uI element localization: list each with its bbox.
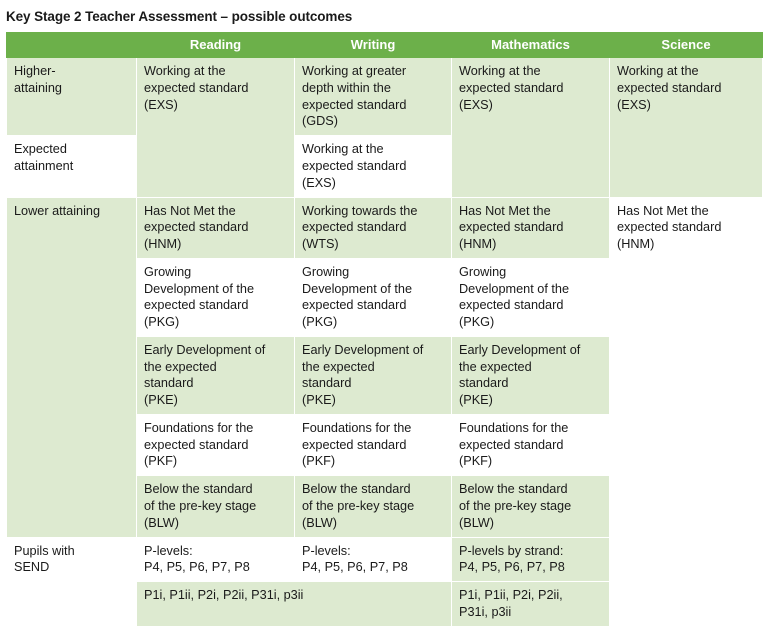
cell-lower-reading-pke: Early Development of the expected standard (PKE) bbox=[137, 336, 295, 414]
cell-lower-writing-blw: Below the standard of the pre-key stage (BLW) bbox=[295, 476, 452, 537]
cell-lower-reading-blw: Below the standard of the pre-key stage (BLW) bbox=[137, 476, 295, 537]
cell-lower-mathematics-blw: Below the standard of the pre-key stage (BLW) bbox=[452, 476, 610, 537]
cell-send-mathematics-plevels: P-levels by strand: P4, P5, P6, P7, P8 bbox=[452, 537, 610, 582]
header-reading: Reading bbox=[137, 33, 295, 58]
band-label-expected-attainment: Expected attainment bbox=[7, 136, 137, 197]
table-row bbox=[7, 58, 763, 136]
cell-send-reading-plevels: P-levels: P4, P5, P6, P7, P8 bbox=[137, 537, 295, 582]
cell-lower-writing-pke: Early Development of the expected standard (PKE) bbox=[295, 336, 452, 414]
band-label-pupils-with-send: Pupils with SEND bbox=[7, 537, 137, 626]
header-mathematics: Mathematics bbox=[452, 33, 610, 58]
cell-send-writing-plevels: P-levels: P4, P5, P6, P7, P8 bbox=[295, 537, 452, 582]
page-title: Key Stage 2 Teacher Assessment – possible outcomes bbox=[6, 9, 353, 24]
table-row bbox=[7, 537, 763, 582]
header-science: Science bbox=[610, 33, 763, 58]
cell-lower-science-hnm: Has Not Met the expected standard (HNM) bbox=[610, 197, 763, 537]
cell-lower-reading-pkf: Foundations for the expected standard (PKF) bbox=[137, 414, 295, 475]
cell-lower-reading-hnm: Has Not Met the expected standard (HNM) bbox=[137, 197, 295, 258]
cell-lower-writing-wts: Working towards the expected standard (WTS) bbox=[295, 197, 452, 258]
band-label-higher-attaining: Higher- attaining bbox=[7, 58, 137, 136]
band-label-lower-attaining: Lower attaining bbox=[7, 197, 137, 537]
header-corner-blank bbox=[7, 33, 137, 58]
table-row bbox=[7, 197, 763, 258]
cell-lower-writing-pkf: Foundations for the expected standard (PKF) bbox=[295, 414, 452, 475]
cell-lower-mathematics-pke: Early Development of the expected standard (PKE) bbox=[452, 336, 610, 414]
cell-lower-writing-pkg: Growing Development of the expected standard (PKG) bbox=[295, 258, 452, 336]
cell-expected-writing-exs: Working at the expected standard (EXS) bbox=[295, 136, 452, 197]
cell-higher-reading: Working at the expected standard (EXS) bbox=[137, 58, 295, 197]
cell-send-science-blank bbox=[610, 537, 763, 626]
cell-higher-science: Working at the expected standard (EXS) bbox=[610, 58, 763, 197]
cell-send-mathematics-pre-plevels: P1i, P1ii, P2i, P2ii, P31i, p3ii bbox=[452, 582, 610, 627]
cell-lower-reading-pkg: Growing Development of the expected standard (PKG) bbox=[137, 258, 295, 336]
cell-higher-writing-gds: Working at greater depth within the expected standard (GDS) bbox=[295, 58, 452, 136]
ks2-outcomes-table bbox=[6, 32, 763, 627]
cell-lower-mathematics-hnm: Has Not Met the expected standard (HNM) bbox=[452, 197, 610, 258]
header-writing: Writing bbox=[295, 33, 452, 58]
cell-lower-mathematics-pkf: Foundations for the expected standard (PKF) bbox=[452, 414, 610, 475]
cell-higher-mathematics: Working at the expected standard (EXS) bbox=[452, 58, 610, 197]
cell-send-reading-writing-pre-plevels: P1i, P1ii, P2i, P2ii, P31i, p3ii bbox=[137, 582, 452, 627]
table-header-row bbox=[7, 33, 763, 58]
cell-lower-mathematics-pkg: Growing Development of the expected standard (PKG) bbox=[452, 258, 610, 336]
